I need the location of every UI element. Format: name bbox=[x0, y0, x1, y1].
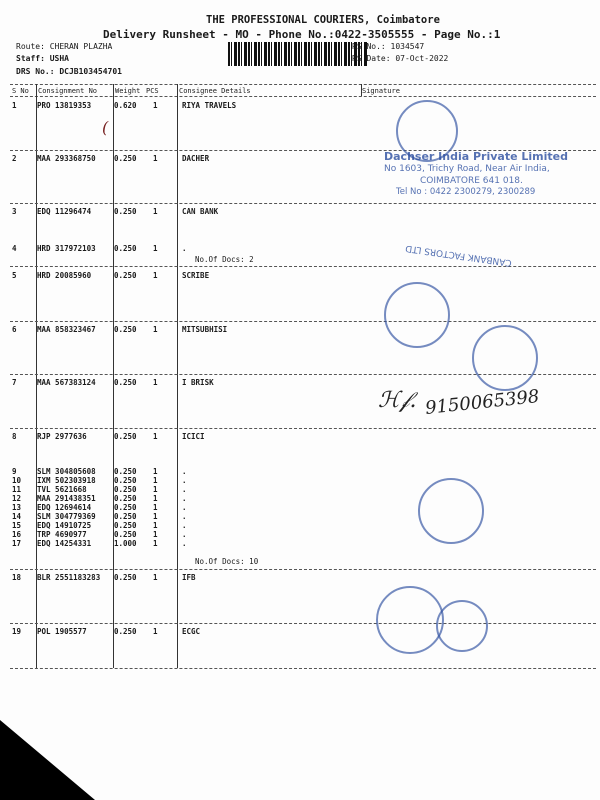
cell-consignee: . bbox=[182, 503, 187, 512]
runsheet-subtitle: Delivery Runsheet - MO - Phone No.:0422-3505555 - Page No.:1 bbox=[103, 28, 501, 41]
col-sno: S No bbox=[12, 87, 29, 95]
cell-sno: 17 bbox=[12, 539, 22, 548]
cell-pcs: 1 bbox=[153, 325, 158, 334]
cell-weight: 0.250 bbox=[114, 485, 137, 494]
rs-number: RS No.: 1034547 bbox=[352, 42, 425, 51]
cell-pcs: 1 bbox=[153, 627, 158, 636]
dachser-stamp-addr: No 1603, Trichy Road, Near Air India, bbox=[384, 164, 550, 174]
col-consignment: Consignment No bbox=[38, 87, 98, 95]
stamp-ifb bbox=[376, 586, 444, 654]
cell-consignee: . bbox=[182, 530, 187, 539]
cell-sno: 10 bbox=[12, 476, 22, 485]
cell-consignment-no: SLM 304805608 bbox=[37, 467, 96, 476]
cell-weight: 0.250 bbox=[114, 530, 137, 539]
cell-sno: 12 bbox=[12, 494, 22, 503]
cell-sno: 13 bbox=[12, 503, 22, 512]
dachser-stamp-city: COIMBATORE 641 018. bbox=[420, 176, 523, 186]
cell-consignment-no: MAA 293368750 bbox=[37, 154, 96, 163]
stamp-mitsubishi bbox=[472, 325, 538, 391]
cell-sno: 6 bbox=[12, 325, 17, 334]
canbank-stamp: CANBANK FACTORS LTD bbox=[404, 242, 513, 268]
cell-consignment-no: RJP 2977636 bbox=[37, 432, 87, 441]
cell-consignee: SCRIBE bbox=[182, 271, 210, 280]
stamp-icici bbox=[418, 478, 484, 544]
handwritten-signature: ℋ𝒻. bbox=[378, 388, 417, 413]
cell-pcs: 1 bbox=[153, 521, 158, 530]
cell-consignee: . bbox=[182, 467, 187, 476]
cell-consignee: . bbox=[182, 494, 187, 503]
cell-pcs: 1 bbox=[153, 539, 158, 548]
cell-pcs: 1 bbox=[153, 207, 158, 216]
col-pcs: PCS bbox=[146, 87, 159, 95]
cell-consignment-no: EDQ 11296474 bbox=[37, 207, 92, 216]
cell-sno: 1 bbox=[12, 101, 17, 110]
cell-consignee: . bbox=[182, 512, 187, 521]
cell-sno: 11 bbox=[12, 485, 22, 494]
cell-consignment-no: EDQ 14254331 bbox=[37, 539, 92, 548]
cell-weight: 0.250 bbox=[114, 325, 137, 334]
cell-sno: 3 bbox=[12, 207, 17, 216]
scan-shadow bbox=[0, 720, 95, 800]
cell-weight: 0.250 bbox=[114, 503, 137, 512]
staff: Staff: USHA bbox=[16, 54, 69, 63]
cell-pcs: 1 bbox=[153, 476, 158, 485]
cell-consignee: DACHER bbox=[182, 154, 210, 163]
cell-pcs: 1 bbox=[153, 503, 158, 512]
cell-consignment-no: IXM 502303918 bbox=[37, 476, 96, 485]
cell-consignment-no: SLM 304779369 bbox=[37, 512, 96, 521]
cell-consignment-no: TVL 5621668 bbox=[37, 485, 87, 494]
cell-consignee: . bbox=[182, 521, 187, 530]
cell-weight: 0.250 bbox=[114, 244, 137, 253]
cell-pcs: 1 bbox=[153, 467, 158, 476]
cell-sno: 7 bbox=[12, 378, 17, 387]
cell-weight: 1.000 bbox=[114, 539, 137, 548]
cell-sno: 14 bbox=[12, 512, 22, 521]
cell-sno: 9 bbox=[12, 467, 17, 476]
cell-weight: 0.250 bbox=[114, 494, 137, 503]
drs-number: DRS No.: DCJB103454701 bbox=[16, 67, 122, 76]
route: Route: CHERAN PLAZHA bbox=[16, 42, 113, 51]
cell-pcs: 1 bbox=[153, 244, 158, 253]
stamp-scribe bbox=[384, 282, 450, 348]
cell-weight: 0.620 bbox=[114, 101, 137, 110]
cell-consignment-no: HRD 317972103 bbox=[37, 244, 96, 253]
cell-consignee: . bbox=[182, 485, 187, 494]
cell-consignee: CAN BANK bbox=[182, 207, 219, 216]
cell-weight: 0.250 bbox=[114, 154, 137, 163]
cell-consignment-no: EDQ 14910725 bbox=[37, 521, 92, 530]
cell-pcs: 1 bbox=[153, 432, 158, 441]
cell-weight: 0.250 bbox=[114, 467, 137, 476]
cell-consignee: ICICI bbox=[182, 432, 205, 441]
cell-weight: 0.250 bbox=[114, 521, 137, 530]
handwritten-phone: 9150065398 bbox=[424, 386, 541, 419]
stamp-ecgc bbox=[436, 600, 488, 652]
cell-consignee: . bbox=[182, 539, 187, 548]
cell-pcs: 1 bbox=[153, 494, 158, 503]
cell-weight: 0.250 bbox=[114, 627, 137, 636]
rs-date: RS Date: 07-Oct-2022 bbox=[352, 54, 449, 63]
cell-consignee: . bbox=[182, 244, 187, 253]
docs-note: No.Of Docs: 2 bbox=[195, 255, 254, 264]
cell-pcs: 1 bbox=[153, 530, 158, 539]
cell-weight: 0.250 bbox=[114, 476, 137, 485]
cell-consignee: . bbox=[182, 476, 187, 485]
company-title: THE PROFESSIONAL COURIERS, Coimbatore bbox=[206, 14, 440, 26]
cell-weight: 0.250 bbox=[114, 378, 137, 387]
cell-sno: 19 bbox=[12, 627, 22, 636]
cell-sno: 5 bbox=[12, 271, 17, 280]
cell-consignment-no: PRO 13819353 bbox=[37, 101, 92, 110]
cell-consignment-no: MAA 291438351 bbox=[37, 494, 96, 503]
cell-sno: 8 bbox=[12, 432, 17, 441]
cell-pcs: 1 bbox=[153, 271, 158, 280]
cell-consignment-no: HRD 20085960 bbox=[37, 271, 92, 280]
dachser-stamp-name: Dachser India Private Limited bbox=[384, 150, 568, 163]
cell-consignment-no: EDQ 12694614 bbox=[37, 503, 92, 512]
cell-sno: 4 bbox=[12, 244, 17, 253]
cell-pcs: 1 bbox=[153, 485, 158, 494]
cell-pcs: 1 bbox=[153, 512, 158, 521]
barcode bbox=[228, 42, 368, 66]
cell-consignment-no: BLR 2551183283 bbox=[37, 573, 101, 582]
cell-weight: 0.250 bbox=[114, 207, 137, 216]
cell-consignment-no: POL 1905577 bbox=[37, 627, 87, 636]
cell-sno: 16 bbox=[12, 530, 22, 539]
cell-consignment-no: MAA 567383124 bbox=[37, 378, 96, 387]
cell-pcs: 1 bbox=[153, 154, 158, 163]
dachser-stamp-tel: Tel No : 0422 2300279, 2300289 bbox=[396, 187, 536, 197]
cell-consignment-no: TRP 4690977 bbox=[37, 530, 87, 539]
cell-weight: 0.250 bbox=[114, 573, 137, 582]
cell-consignee: RIYA TRAVELS bbox=[182, 101, 237, 110]
cell-consignee: IFB bbox=[182, 573, 196, 582]
col-consignee: Consignee Details bbox=[179, 87, 251, 95]
cell-consignee: I BRISK bbox=[182, 378, 214, 387]
cell-sno: 2 bbox=[12, 154, 17, 163]
cell-consignee: ECGC bbox=[182, 627, 201, 636]
cell-weight: 0.250 bbox=[114, 432, 137, 441]
cell-sno: 15 bbox=[12, 521, 22, 530]
pen-mark: ( bbox=[102, 118, 109, 137]
cell-consignment-no: MAA 858323467 bbox=[37, 325, 96, 334]
col-weight: Weight bbox=[115, 87, 141, 95]
cell-pcs: 1 bbox=[153, 378, 158, 387]
cell-sno: 18 bbox=[12, 573, 22, 582]
docs-note: No.Of Docs: 10 bbox=[195, 557, 259, 566]
col-signature: Signature bbox=[362, 87, 400, 95]
cell-pcs: 1 bbox=[153, 101, 158, 110]
cell-consignee: MITSUBHISI bbox=[182, 325, 228, 334]
cell-weight: 0.250 bbox=[114, 512, 137, 521]
cell-pcs: 1 bbox=[153, 573, 158, 582]
cell-weight: 0.250 bbox=[114, 271, 137, 280]
